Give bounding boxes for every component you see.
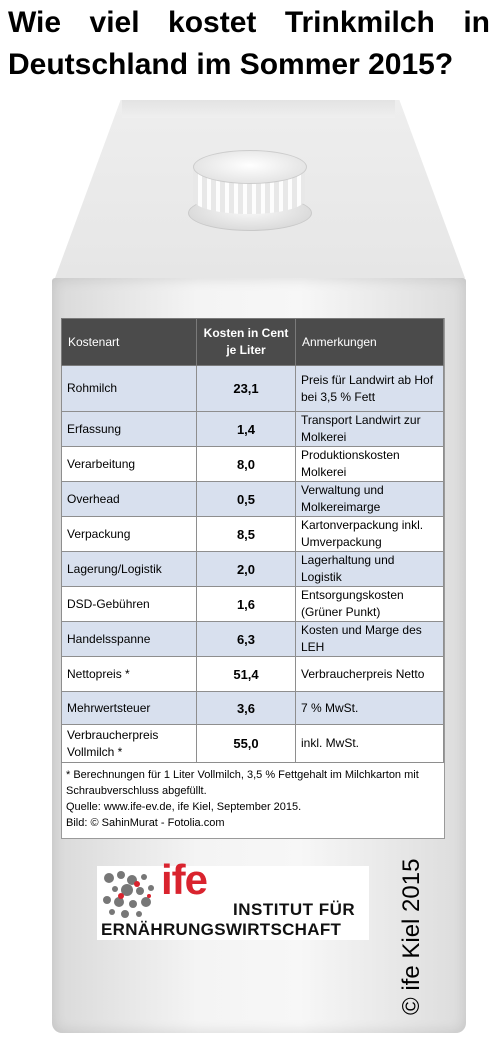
cell-anmerkung: Produktionskosten Molkerei: [296, 447, 444, 482]
cell-kosten: 8,5: [197, 517, 296, 552]
table-body: [62, 366, 444, 763]
cell-kostenart: Nettopreis *: [62, 657, 197, 692]
logo-line-2: ERNÄHRUNGSWIRTSCHAFT: [101, 920, 342, 939]
cell-kostenart: Erfassung: [62, 412, 197, 447]
cell-kosten: 3,6: [197, 692, 296, 725]
page-title: [8, 2, 490, 86]
logo-wordmark: ife: [161, 856, 208, 903]
dots-graphic: [99, 868, 161, 920]
header-anmerkungen: Anmerkungen: [296, 319, 444, 366]
cell-kostenart: Verbraucherpreis Vollmilch *: [62, 725, 197, 763]
cell-kosten: 55,0: [197, 725, 296, 763]
cell-anmerkung: Preis für Landwirt ab Hof bei 3,5 % Fett: [296, 366, 444, 412]
table-row: [62, 447, 444, 482]
cell-kostenart: Mehrwertsteuer: [62, 692, 197, 725]
cell-kosten: 51,4: [197, 657, 296, 692]
table-row: [62, 692, 444, 725]
cell-anmerkung: Kosten und Marge des LEH: [296, 622, 444, 657]
cell-anmerkung: Verbraucherpreis Netto: [296, 657, 444, 692]
cell-kostenart: Handelsspanne: [62, 622, 197, 657]
cell-anmerkung: inkl. MwSt.: [296, 725, 444, 763]
table-row: [62, 587, 444, 622]
table-row: [62, 517, 444, 552]
image-credit: Bild: © SahinMurat - Fotolia.com: [66, 817, 225, 829]
cost-table: [61, 318, 444, 763]
title-line-1: Wie viel kostet Trinkmilch in: [8, 6, 490, 39]
source-note: Quelle: www.ife-ev.de, ife Kiel, September 2015.: [66, 801, 302, 813]
copyright-text: © ife Kiel 2015: [398, 858, 425, 1015]
cell-anmerkung: Lagerhaltung und Logistik: [296, 552, 444, 587]
cell-kosten: 1,6: [197, 587, 296, 622]
table-notes: [66, 767, 438, 831]
table-row: [62, 725, 444, 763]
cell-anmerkung: Entsorgungskosten (Grüner Punkt): [296, 587, 444, 622]
title-line-2: Deutschland im Sommer 2015?: [8, 48, 454, 81]
cell-kosten: 1,4: [197, 412, 296, 447]
cell-kostenart: Verpackung: [62, 517, 197, 552]
table-row: [62, 366, 444, 412]
logo-line-1: INSTITUT FÜR: [233, 900, 356, 919]
cell-kostenart: Lagerung/Logistik: [62, 552, 197, 587]
cell-anmerkung: Verwaltung und Molkereimarge: [296, 482, 444, 517]
table-row: [62, 622, 444, 657]
table-header-row: [62, 319, 444, 366]
footnote: * Berechnungen für 1 Liter Vollmilch, 3,5 % Fettgehalt im Milchkarton mit Schraubverschluss abgefüllt.: [66, 769, 419, 797]
table-row: [62, 657, 444, 692]
header-kosten: Kosten in Cent je Liter: [197, 319, 296, 366]
cell-kosten: 6,3: [197, 622, 296, 657]
cell-kosten: 23,1: [197, 366, 296, 412]
cell-kostenart: DSD-Gebühren: [62, 587, 197, 622]
cell-kostenart: Rohmilch: [62, 366, 197, 412]
cell-kosten: 0,5: [197, 482, 296, 517]
table-row: [62, 482, 444, 517]
ife-logo: [97, 856, 369, 940]
carton-lip: [122, 100, 395, 118]
header-kostenart: Kostenart: [62, 319, 197, 366]
cell-kostenart: Overhead: [62, 482, 197, 517]
cap-top: [193, 150, 307, 184]
cell-kosten: 2,0: [197, 552, 296, 587]
table-row: [62, 412, 444, 447]
cell-kosten: 8,0: [197, 447, 296, 482]
cell-anmerkung: Kartonverpackung inkl. Umverpackung: [296, 517, 444, 552]
cell-kostenart: Verarbeitung: [62, 447, 197, 482]
cell-anmerkung: 7 % MwSt.: [296, 692, 444, 725]
cell-anmerkung: Transport Landwirt zur Molkerei: [296, 412, 444, 447]
table-row: [62, 552, 444, 587]
